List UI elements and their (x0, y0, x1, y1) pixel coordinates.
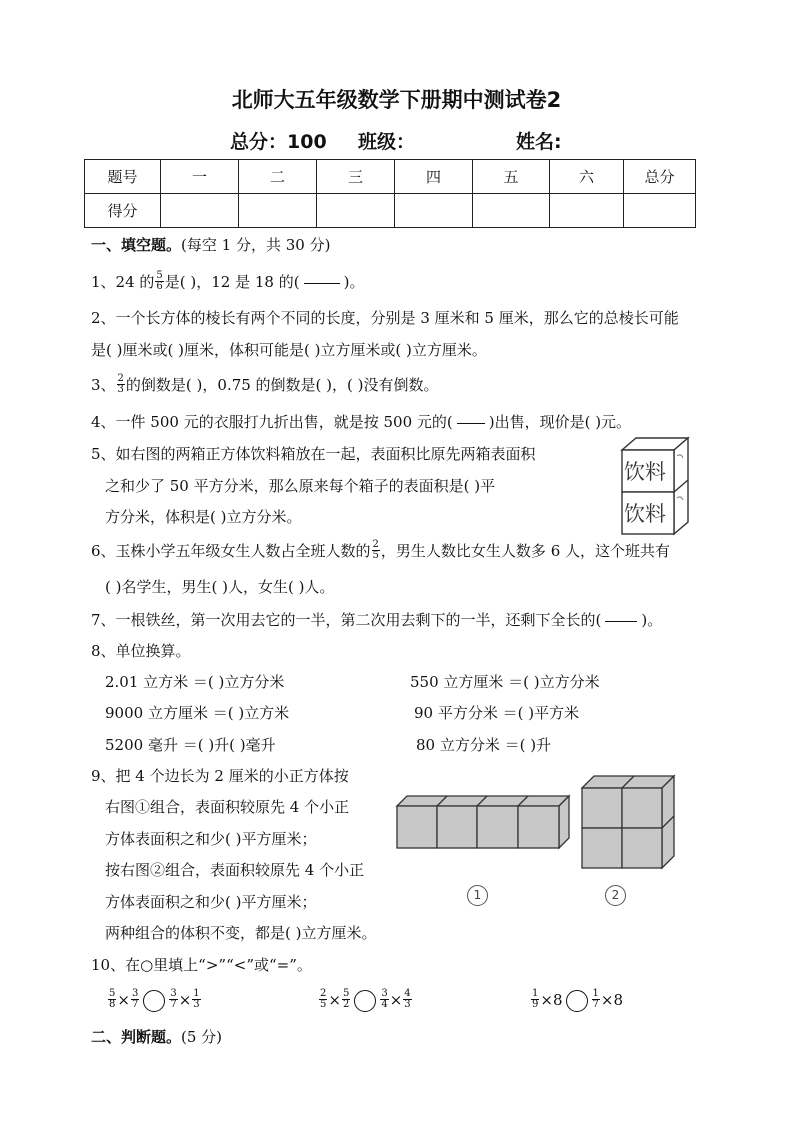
table-cell: 六 (550, 160, 624, 194)
times-sign: × (117, 991, 130, 1009)
fraction-numerator: 3 (131, 987, 139, 999)
compare-circle[interactable] (143, 990, 165, 1012)
question-9-line: 按右图②组合，表面积较原先 4 个小正 (105, 861, 365, 879)
section-1-note: (每空 1 分，共 30 分) (181, 236, 331, 254)
fraction-numerator: 2 (117, 372, 124, 384)
score-input-cell[interactable] (395, 194, 473, 228)
compare-circle[interactable] (354, 990, 376, 1012)
question-2-line-2: 是( )厘米或( )厘米，体积可能是( )立方厘米或( )立方厘米。 (91, 341, 487, 359)
table-cell: 四 (395, 160, 473, 194)
q4-text-a: 4、一件 500 元的衣服打九折出售，就是按 500 元的( (91, 413, 453, 431)
fraction (108, 989, 116, 1010)
score-input-cell[interactable] (550, 194, 624, 228)
q6-text-b: ，男生人数比女生人数多 6 人，这个班共有 (380, 542, 671, 560)
question-9-line: 方体表面积之和少( )平方厘米； (105, 893, 317, 911)
fraction-denominator: 8 (109, 998, 116, 1010)
fraction (592, 989, 600, 1010)
fraction (531, 989, 539, 1010)
score-input-cell[interactable] (239, 194, 317, 228)
fraction (192, 989, 200, 1010)
q7-text-a: 7、一根铁丝，第一次用去它的一半，第二次用去剩下的一半，还剩下全长的( (91, 611, 602, 629)
q7-text-b: )。 (641, 611, 663, 629)
unit-conversion-item: 90 平方分米 ＝( )平方米 (414, 704, 580, 722)
q4-text-b: )出售，现价是( )元。 (488, 413, 632, 431)
unit-conversion-item: 2.01 立方米 ＝( )立方分米 (105, 673, 285, 691)
question-5-line-2: 之和少了 50 平方分米，那么原来每个箱子的表面积是( )平 (105, 477, 496, 495)
fraction-denominator: 3 (404, 998, 411, 1010)
fraction-numerator: 5 (109, 987, 116, 999)
fraction-denominator: 5 (320, 998, 327, 1010)
table-cell: 三 (317, 160, 395, 194)
question-5-line-3: 方分米，体积是( )立方分米。 (105, 508, 302, 526)
score-input-cell[interactable] (161, 194, 239, 228)
question-2-line-1: 2、一个长方体的棱长有两个不同的长度，分别是 3 厘米和 5 厘米，那么它的总棱长可能 (91, 309, 679, 327)
question-6-line-1 (91, 538, 671, 563)
fraction-blank (457, 423, 485, 424)
score-input-cell[interactable] (317, 194, 395, 228)
fraction-denominator: 2 (342, 998, 350, 1010)
q1-text-a: 1、24 的 (91, 273, 155, 291)
fraction-numerator: 4 (404, 987, 411, 999)
figure-1-label: 1 (467, 885, 488, 906)
drink-box-label-bottom: 饮料 (624, 502, 666, 526)
fraction-blank (605, 621, 637, 622)
times-sign: × (389, 991, 403, 1009)
fraction-numerator: 1 (532, 987, 539, 999)
table-cell: 总分 (624, 160, 696, 194)
fraction-numerator: 3 (170, 987, 177, 999)
score-table-header-row (85, 160, 696, 194)
table-cell: 二 (239, 160, 317, 194)
fraction-denominator: 9 (532, 998, 539, 1010)
unit-conversion-item: 80 立方分米 ＝( )升 (416, 736, 552, 754)
score-table-score-row (85, 194, 696, 228)
fraction-denominator: 7 (131, 998, 139, 1010)
section-2-heading (91, 1027, 222, 1047)
compare-expression-2 (318, 987, 413, 1012)
score-input-cell[interactable] (473, 194, 550, 228)
fraction (117, 374, 125, 395)
times-sign: × (600, 991, 614, 1009)
question-7 (91, 610, 662, 630)
fraction (169, 989, 177, 1010)
fraction (380, 989, 388, 1010)
name-label: 姓名: (516, 131, 562, 153)
fraction-numerator: 1 (592, 987, 599, 999)
fraction-numerator: 5 (156, 269, 163, 281)
fraction (131, 989, 139, 1010)
fraction-denominator: 4 (381, 998, 388, 1010)
times-sign: × (178, 991, 192, 1009)
section-1-title: 一、填空题。 (91, 236, 182, 254)
unit-conversion-item: 5200 毫升 ＝( )升( )毫升 (105, 736, 276, 754)
q6-text-a: 6、玉株小学五年级女生人数占全班人数的 (91, 542, 371, 560)
question-3 (91, 372, 439, 397)
fraction (155, 271, 163, 292)
q1-text-b: 是( )，12 是 18 的( (164, 273, 300, 291)
fraction (319, 989, 327, 1010)
fraction-denominator: 3 (193, 998, 200, 1010)
question-1 (91, 269, 365, 294)
unit-conversion-item: 550 立方厘米 ＝( )立方分米 (410, 673, 600, 691)
fraction-numerator: 2 (320, 987, 327, 999)
question-9-line: 9、把 4 个边长为 2 厘米的小正方体按 (91, 767, 349, 785)
table-cell: 得分 (85, 194, 161, 228)
fraction-denominator: 5 (372, 549, 379, 561)
table-cell: 五 (473, 160, 550, 194)
question-9-line: 右图①组合，表面积较原先 4 个小正 (105, 798, 350, 816)
class-label: 班级： (358, 131, 416, 153)
number-eight: 8 (552, 991, 563, 1009)
score-table (84, 159, 696, 228)
times-sign: × (540, 991, 553, 1009)
compare-expression-1 (107, 987, 202, 1012)
q3-text-a: 3、 (91, 376, 116, 394)
fraction-denominator: 3 (117, 383, 124, 395)
score-input-cell[interactable] (624, 194, 696, 228)
section-1-heading (91, 235, 330, 255)
question-8-title: 8、单位换算。 (91, 642, 191, 660)
fraction-numerator: 5 (342, 987, 350, 999)
question-9-line: 方体表面积之和少( )平方厘米； (105, 830, 317, 848)
fraction-numerator: 1 (193, 987, 200, 999)
question-6-line-2: ( )名学生，男生( )人，女生( )人。 (105, 578, 335, 596)
total-score-label: 总分：100 (230, 131, 327, 153)
fraction-blank (304, 283, 340, 284)
compare-expression-3 (530, 987, 623, 1012)
section-2-title: 二、判断题。 (91, 1028, 182, 1046)
unit-conversion-item: 9000 立方厘米 ＝( )立方米 (105, 704, 290, 722)
question-4 (91, 412, 631, 432)
fraction-denominator: 7 (170, 998, 177, 1010)
times-sign: × (328, 991, 341, 1009)
fraction (403, 989, 411, 1010)
question-9-line: 两种组合的体积不变，都是( )立方厘米。 (105, 924, 377, 942)
figure-2-label: 2 (605, 885, 626, 906)
fraction (372, 540, 380, 561)
table-cell: 一 (161, 160, 239, 194)
page-title: 北师大五年级数学下册期中测试卷2 (231, 88, 562, 112)
number-eight: 8 (613, 991, 623, 1009)
drink-box-label-top: 饮料 (624, 460, 666, 484)
fraction (342, 989, 350, 1010)
table-cell: 题号 (85, 160, 161, 194)
cube-block-figure (580, 774, 678, 870)
fraction-numerator: 2 (372, 538, 379, 550)
fraction-numerator: 3 (381, 987, 388, 999)
question-5-line-1: 5、如右图的两箱正方体饮料箱放在一起，表面积比原先两箱表面积 (91, 445, 536, 463)
fraction-denominator: 7 (592, 998, 599, 1010)
compare-circle[interactable] (566, 990, 588, 1012)
section-2-note: (5 分) (181, 1028, 223, 1046)
cube-row-figure (394, 792, 574, 852)
question-10-title: 10、在○里填上“>”“<”或“=”。 (91, 956, 312, 974)
fraction-denominator: 6 (156, 280, 163, 292)
q1-text-c: )。 (343, 273, 365, 291)
q3-text-b: 的倒数是( )，0.75 的倒数是( )，( )没有倒数。 (125, 376, 439, 394)
